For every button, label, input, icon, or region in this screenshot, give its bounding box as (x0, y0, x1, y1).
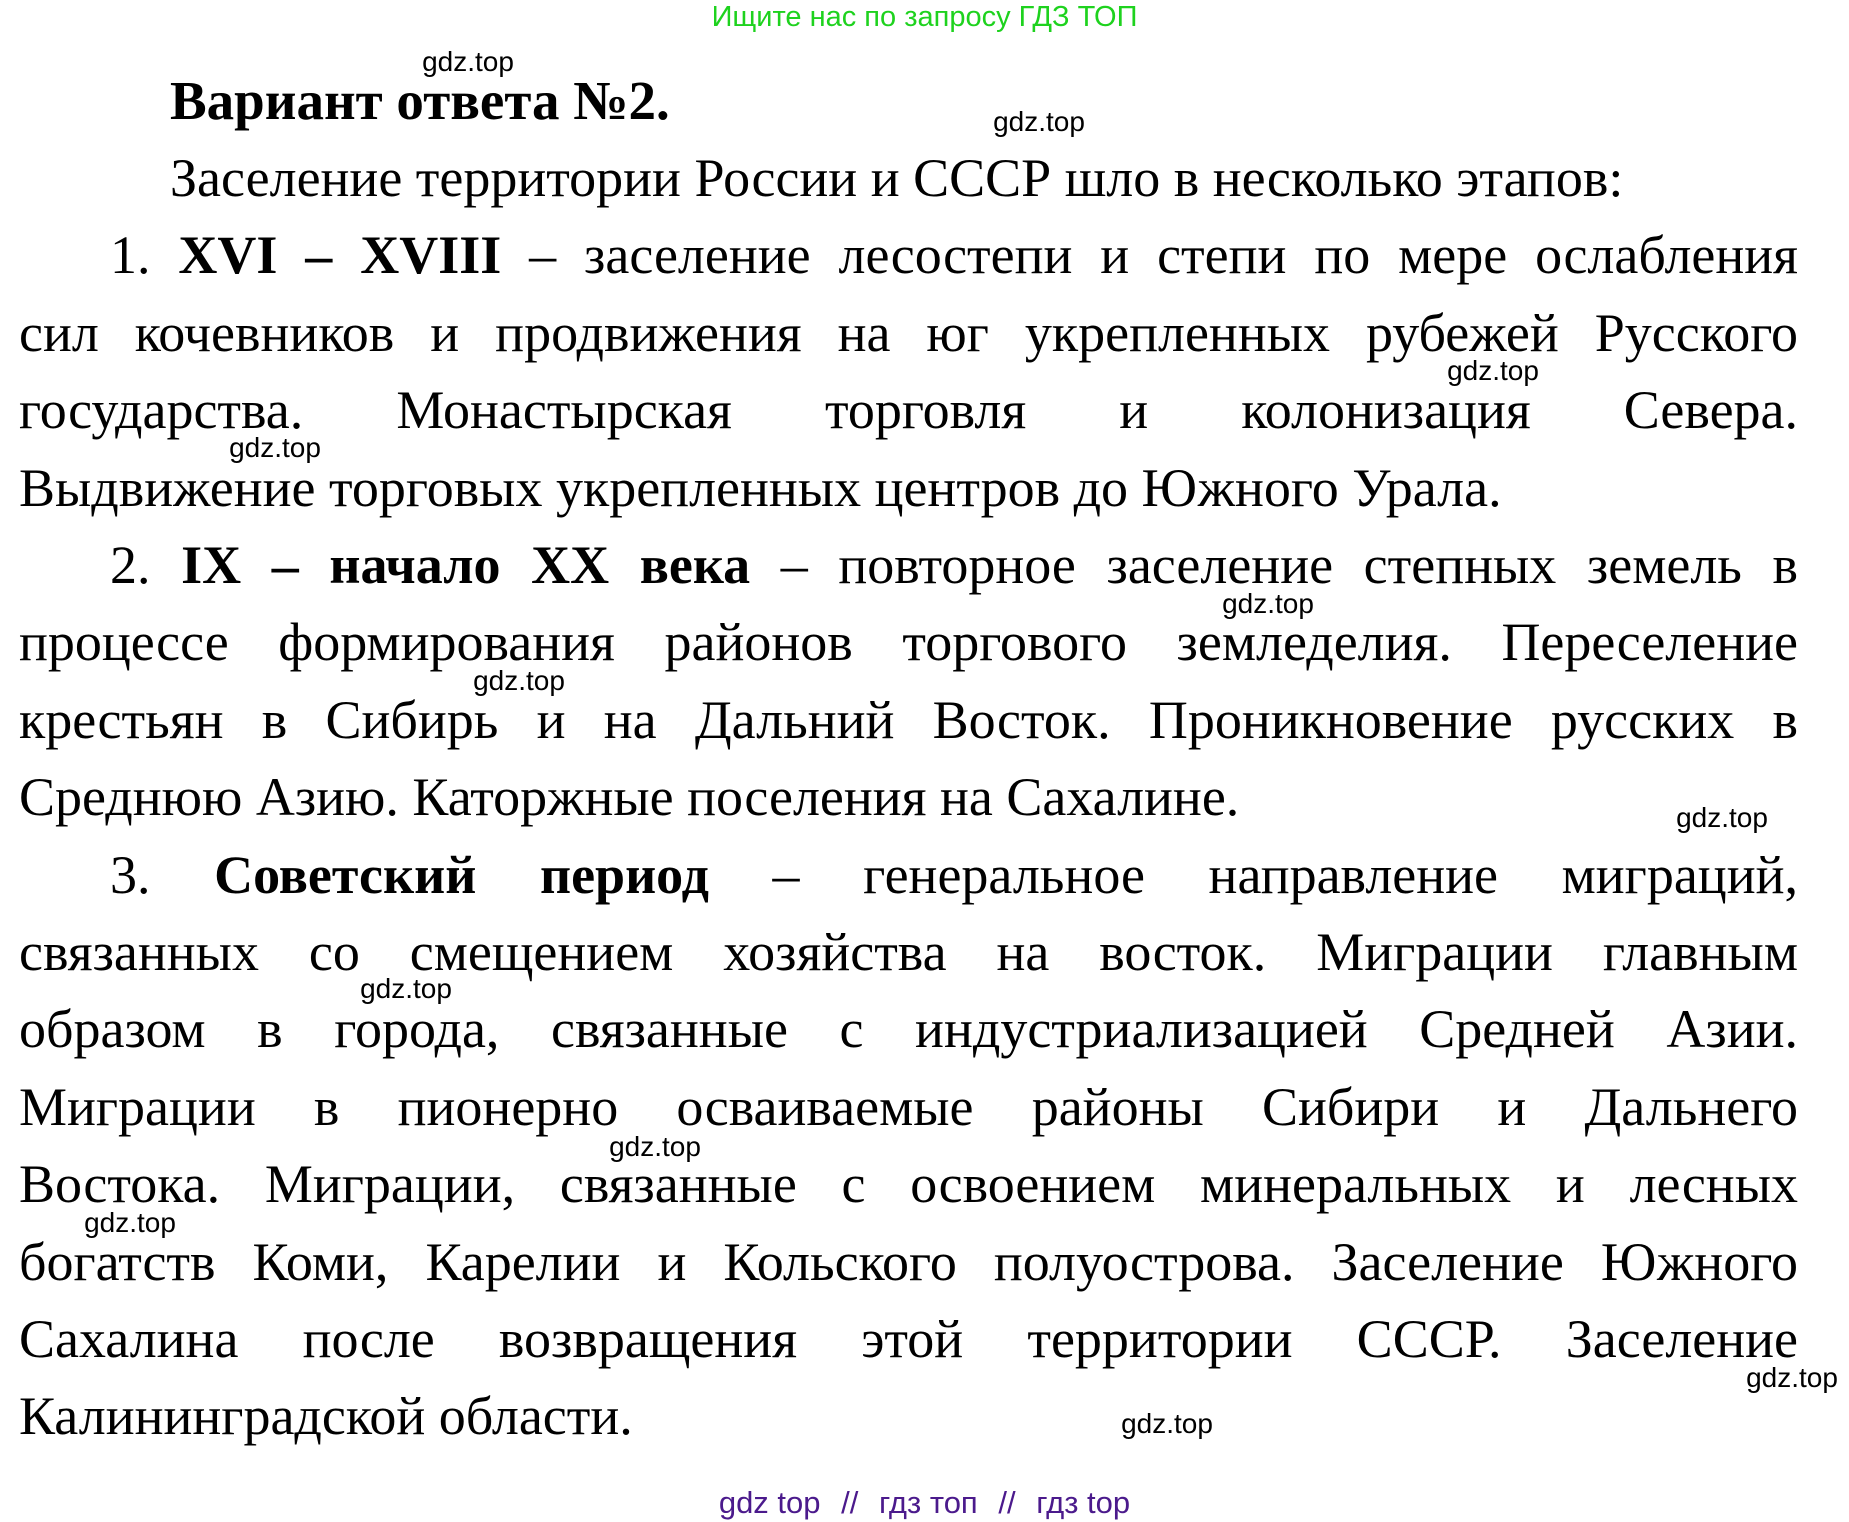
line-text: богатств Коми, Карелии и Кольского полуострова. Заселение Южного (19, 1231, 1798, 1292)
item-number: 2. (110, 535, 182, 595)
watermark: gdz.top (1121, 1408, 1213, 1439)
watermark: gdz.top (84, 1207, 176, 1238)
watermark: gdz.top (1222, 588, 1314, 619)
watermark: gdz.top (473, 665, 565, 696)
answer-heading: Вариант ответа №2. (170, 70, 670, 131)
watermark: gdz.top (1746, 1362, 1838, 1393)
period-title: IX – начало XX века (181, 535, 751, 595)
text-line (19, 682, 1798, 759)
search-banner: Ищите нас по запросу ГДЗ ТОП (711, 1, 1138, 33)
footer-link-gdz-top[interactable]: gdz top (718, 1485, 821, 1520)
footer-link-gdz-top-ru[interactable]: гдз топ (879, 1485, 978, 1520)
text-line (19, 604, 1798, 681)
text-line (19, 991, 1798, 1068)
item-number: 3. (110, 844, 215, 905)
watermark: gdz.top (609, 1131, 701, 1162)
period-title: Советский период (214, 844, 709, 905)
footer-links (0, 1484, 1849, 1522)
text-line (19, 914, 1798, 991)
line-text: Калининградской области. (19, 1386, 633, 1447)
line-text: – заселение лесостепи и степи по мере ослабления (501, 225, 1799, 286)
item-number: 1. (110, 225, 179, 286)
line-text: Востока. Миграции, связанные с освоением минеральных и лесных (19, 1154, 1798, 1215)
line-text: Среднюю Азию. Каторжные поселения на Сахалине. (19, 767, 1240, 828)
text-line (110, 527, 1798, 604)
text-line (19, 1301, 1798, 1378)
line-text: связанных со смещением хозяйства на восток. Миграции главным (19, 922, 1798, 982)
watermark: gdz.top (1676, 802, 1768, 833)
line-text: государства. Монастырская торговля и колонизация Севера. (19, 380, 1798, 441)
line-text: Сахалина после возвращения этой территории СССР. Заселение (19, 1309, 1798, 1369)
footer-separator: // (841, 1485, 859, 1520)
watermark: gdz.top (360, 973, 452, 1004)
text-line (19, 1069, 1798, 1146)
line-text: процессе формирования районов торгового земледелия. Переселение (19, 612, 1798, 673)
watermark: gdz.top (229, 432, 321, 463)
period-title: XVI – XVIII (178, 225, 502, 286)
text-line (110, 217, 1798, 294)
text-line (19, 1224, 1798, 1301)
text-line (19, 1378, 1798, 1455)
text-line (19, 1146, 1798, 1223)
footer-separator: // (998, 1485, 1016, 1520)
watermark: gdz.top (993, 106, 1085, 137)
text-line (170, 140, 1798, 217)
line-text: Заселение территории России и СССР шло в несколько этапов: (170, 148, 1624, 208)
watermark: gdz.top (422, 46, 514, 77)
line-text: Миграции в пионерно осваиваемые районы Сибири и Дальнего (19, 1076, 1798, 1137)
watermark: gdz.top (1447, 355, 1539, 386)
line-text: Выдвижение торговых укрепленных центров до Южного Урала. (19, 457, 1502, 518)
footer-link-gdz-top-mixed[interactable]: гдз top (1036, 1485, 1131, 1520)
line-text: – генеральное направление миграций, (708, 844, 1798, 905)
text-line (19, 759, 1798, 836)
line-text: образом в города, связанные с индустриализацией Средней Азии. (19, 999, 1798, 1060)
line-text: крестьян в Сибирь и на Дальний Восток. Проникновение русских в (19, 689, 1798, 750)
line-text: – повторное заселение степных земель в (750, 535, 1799, 595)
line-text: сил кочевников и продвижения на юг укрепленных рубежей Русского (19, 302, 1798, 363)
text-line (110, 837, 1798, 914)
